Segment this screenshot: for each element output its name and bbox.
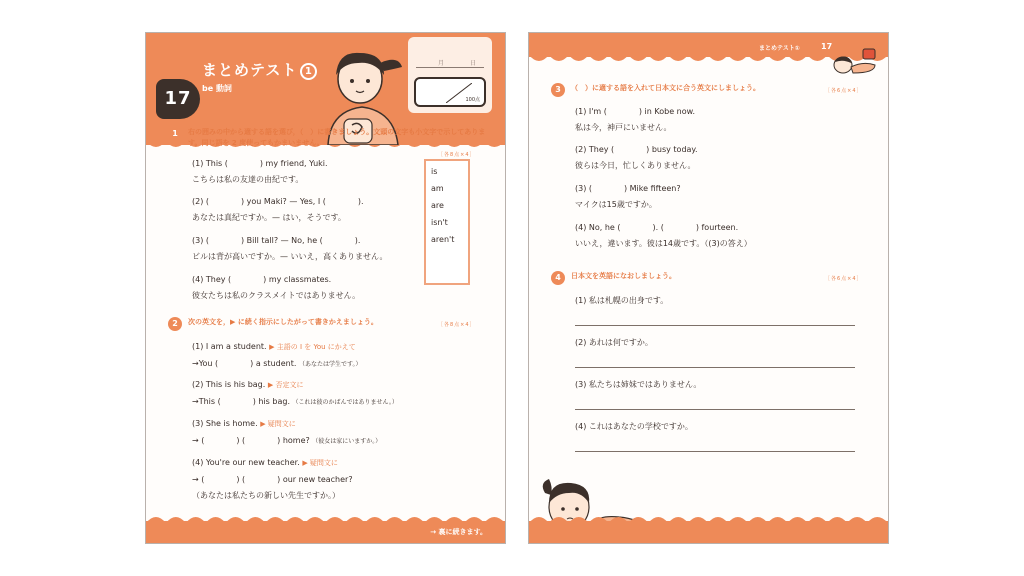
question-4-3: (3) 私たちは姉妹ではありません。 — [575, 380, 702, 389]
question-4-2: (2) あれは何ですか。 — [575, 338, 653, 347]
section-number: 1 — [168, 127, 182, 141]
page-title — [202, 59, 317, 80]
section-instruction: 日本文を英語になおしましょう。 — [571, 272, 676, 280]
answer-line[interactable] — [575, 367, 855, 368]
question-2-4 — [192, 457, 353, 501]
question-hint: ▶ 主語の I を You にかえて — [269, 343, 356, 351]
question-note: （あなたは私たちの新しい先生ですか。） — [192, 491, 340, 500]
section-number: 4 — [551, 271, 565, 285]
answer-line[interactable] — [575, 451, 855, 452]
question-japanese: 彼らは今日，忙しくありません。 — [575, 161, 696, 170]
section-1-header — [168, 127, 488, 149]
word-choice: am — [431, 184, 444, 193]
date-line — [416, 67, 484, 68]
question-english: (4) You're our new teacher. — [192, 458, 300, 467]
question-english: (1) This ( ) my friend, Yuki. — [192, 159, 328, 168]
footer-band — [529, 521, 888, 543]
question-1-3 — [192, 235, 388, 262]
month-label: 月 — [438, 60, 445, 67]
question-english: (1) I am a student. — [192, 342, 267, 351]
question-english: (2) ( ) you Maki? — Yes, I ( ). — [192, 197, 364, 206]
word-choice-box — [424, 159, 470, 285]
answer-line-text: → ( ) ( ) home? — [192, 436, 310, 445]
question-english: (3) ( ) Bill tall? — No, he ( ). — [192, 236, 361, 245]
word-choice: is — [431, 167, 438, 176]
answer-line[interactable] — [575, 325, 855, 326]
question-2-3 — [192, 418, 381, 447]
question-hint: ▶ 否定文に — [267, 381, 304, 389]
question-3-2 — [575, 144, 698, 171]
word-choice: isn't — [431, 218, 448, 227]
date-score-box — [408, 37, 492, 113]
question-japanese: こちらは私の友達の由紀です。 — [192, 175, 304, 184]
section-instruction: （ ）に適する語を入れて日本文に合う英文にしましょう。 — [571, 84, 760, 92]
section-number: 2 — [168, 317, 182, 331]
running-title: まとめテスト① — [759, 45, 800, 52]
answer-line[interactable] — [575, 409, 855, 410]
question-note: （彼女は家にいますか。） — [312, 438, 382, 445]
section-points: ［各8点×4］ — [438, 152, 476, 158]
question-3-1 — [575, 106, 695, 133]
continue-note: → 裏に続きます。 — [430, 528, 487, 536]
section-points: ［各6点×4］ — [825, 88, 863, 94]
section-instruction: 次の英文を，▶ に続く指示にしたがって書きかえましょう。 — [188, 318, 378, 326]
question-japanese: 私は今，神戸にいません。 — [575, 123, 672, 132]
word-choice: aren't — [431, 235, 455, 244]
answer-line-text: →You ( ) a student. — [192, 359, 297, 368]
question-note: （これは彼のかばんではありません。） — [292, 399, 398, 406]
question-english: (4) No, he ( ). ( ) fourteen. — [575, 223, 739, 232]
section-4-header — [551, 271, 871, 285]
word-choice: are — [431, 201, 444, 210]
question-english: (2) This is his bag. — [192, 380, 266, 389]
question-4-1: (1) 私は札幌の出身です。 — [575, 296, 669, 305]
running-number: 17 — [821, 42, 833, 51]
question-2-2 — [192, 379, 398, 408]
question-3-3 — [575, 183, 681, 210]
question-1-4 — [192, 274, 360, 301]
question-2-1 — [192, 341, 361, 370]
title-circle-number: 1 — [300, 63, 317, 80]
section-points: ［各8点×4］ — [438, 322, 476, 328]
section-number: 3 — [551, 83, 565, 97]
question-note: （あなたは学生です。） — [298, 361, 362, 368]
page-subtitle: be 動詞 — [202, 84, 232, 93]
section-instruction: 右の囲みの中から適する語を選び，（ ）に書きましょう。文頭の文字も小文字で示してあります。同じ語を 2 度使ってもかまいません。 — [188, 128, 486, 147]
score-box[interactable] — [414, 77, 486, 107]
question-japanese: ビルは背が高いですか。— いいえ，高くありません。 — [192, 252, 388, 261]
question-japanese: 彼女たちは私のクラスメイトではありません。 — [192, 291, 361, 300]
question-english: (3) ( ) Mike fifteen? — [575, 184, 681, 193]
section-3-header — [551, 83, 871, 97]
question-english: (1) I'm ( ) in Kobe now. — [575, 107, 695, 116]
lying-character-illustration — [829, 45, 881, 75]
section-points: ［各6点×4］ — [825, 276, 863, 282]
left-page — [145, 32, 506, 544]
title-text: まとめテスト — [202, 61, 298, 79]
question-english: (4) They ( ) my classmates. — [192, 275, 332, 284]
question-japanese: マイクは15歳ですか。 — [575, 200, 657, 209]
question-japanese: あなたは真紀ですか。— はい，そうです。 — [192, 213, 346, 222]
unit-number: 17 — [156, 79, 200, 119]
question-1-2 — [192, 196, 364, 223]
question-1-1 — [192, 158, 328, 185]
score-max: 100点 — [465, 97, 480, 103]
question-japanese: いいえ，違います。彼は14歳です。（(3)の答え） — [575, 239, 752, 248]
question-3-4 — [575, 222, 752, 249]
answer-line-text: → ( ) ( ) our new teacher? — [192, 475, 353, 484]
question-english: (2) They ( ) busy today. — [575, 145, 698, 154]
question-4-4: (4) これはあなたの学校ですか。 — [575, 422, 693, 431]
day-label: 日 — [470, 60, 477, 67]
question-english: (3) She is home. — [192, 419, 258, 428]
right-page — [528, 32, 889, 544]
question-hint: ▶ 疑問文に — [260, 420, 296, 428]
question-hint: ▶ 疑問文に — [302, 459, 338, 467]
answer-line-text: →This ( ) his bag. — [192, 397, 290, 406]
